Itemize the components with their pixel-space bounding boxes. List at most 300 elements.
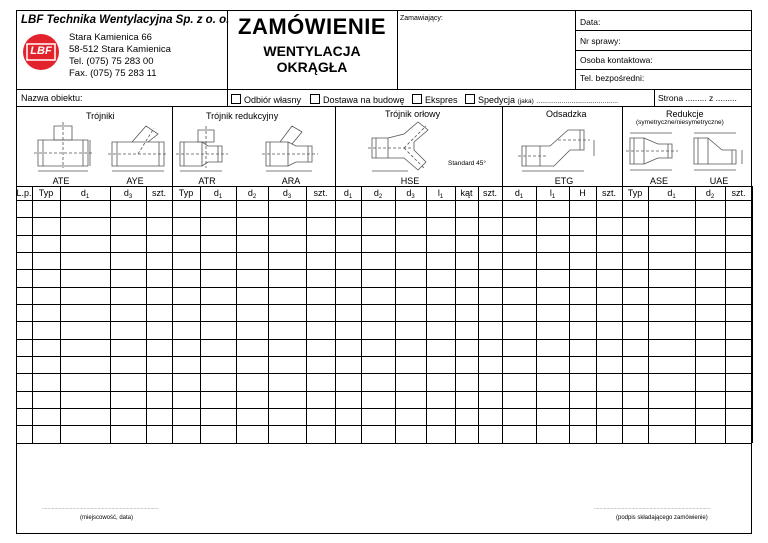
table-cell-d1-b[interactable] [201, 288, 235, 303]
table-cell-d3-b[interactable] [269, 236, 305, 251]
table-cell-d3-c[interactable] [396, 253, 425, 268]
table-cell-d2-c[interactable] [362, 236, 394, 251]
table-cell-lp[interactable] [17, 392, 31, 407]
table-cell-d1-d[interactable] [503, 357, 535, 372]
table-cell-d2-c[interactable] [362, 270, 394, 285]
table-cell-typ2[interactable] [173, 201, 199, 216]
table-cell-typ2[interactable] [173, 288, 199, 303]
table-cell-h-d[interactable] [570, 392, 595, 407]
table-cell-d1-b[interactable] [201, 236, 235, 251]
table-cell-d2-b[interactable] [237, 201, 267, 216]
table-cell-l1-c[interactable] [427, 218, 454, 233]
table-cell-d3-c[interactable] [396, 236, 425, 251]
table-cell-lp[interactable] [17, 236, 31, 251]
table-cell-d3-c[interactable] [396, 340, 425, 355]
table-cell-kat-c[interactable] [456, 357, 477, 372]
table-cell-szt-c[interactable] [479, 374, 501, 389]
table-cell-d2-c[interactable] [362, 288, 394, 303]
table-cell-d1-e[interactable] [649, 218, 694, 233]
table-cell-d2-e[interactable] [696, 409, 724, 424]
table-cell-szt-d[interactable] [597, 253, 621, 268]
table-cell-h-d[interactable] [570, 288, 595, 303]
table-cell-kat-c[interactable] [456, 392, 477, 407]
table-cell-l1-c[interactable] [427, 357, 454, 372]
table-cell-d2-e[interactable] [696, 218, 724, 233]
table-cell-d1-a[interactable] [61, 357, 109, 372]
table-cell-d2-b[interactable] [237, 288, 267, 303]
table-cell-typ1[interactable] [33, 426, 59, 441]
table-cell-d1-d[interactable] [503, 253, 535, 268]
table-cell-d3-a[interactable] [111, 340, 145, 355]
table-cell-kat-c[interactable] [456, 218, 477, 233]
table-cell-lp[interactable] [17, 426, 31, 441]
table-cell-szt-e[interactable] [726, 357, 751, 372]
table-cell-d2-c[interactable] [362, 409, 394, 424]
table-cell-typ2[interactable] [173, 236, 199, 251]
table-cell-typ2[interactable] [173, 357, 199, 372]
table-cell-szt-d[interactable] [597, 288, 621, 303]
table-cell-d2-c[interactable] [362, 340, 394, 355]
table-cell-l1-c[interactable] [427, 340, 454, 355]
table-cell-l1-c[interactable] [427, 236, 454, 251]
table-cell-l1-c[interactable] [427, 270, 454, 285]
table-cell-d2-e[interactable] [696, 374, 724, 389]
table-cell-d1-d[interactable] [503, 340, 535, 355]
table-cell-d2-c[interactable] [362, 426, 394, 441]
table-cell-d3-a[interactable] [111, 426, 145, 441]
forwarding-checkbox[interactable] [465, 94, 475, 104]
table-cell-d2-b[interactable] [237, 305, 267, 320]
table-cell-l1-c[interactable] [427, 253, 454, 268]
table-cell-d1-b[interactable] [201, 392, 235, 407]
table-cell-d1-a[interactable] [61, 305, 109, 320]
table-cell-szt-a[interactable] [147, 409, 171, 424]
table-cell-h-d[interactable] [570, 340, 595, 355]
table-cell-l1-d[interactable] [537, 426, 568, 441]
table-cell-szt-b[interactable] [307, 305, 334, 320]
table-cell-d1-b[interactable] [201, 340, 235, 355]
table-cell-d3-b[interactable] [269, 357, 305, 372]
table-cell-typ3[interactable] [623, 340, 647, 355]
table-cell-szt-a[interactable] [147, 357, 171, 372]
table-cell-szt-a[interactable] [147, 270, 171, 285]
table-cell-typ3[interactable] [623, 236, 647, 251]
table-cell-lp[interactable] [17, 322, 31, 337]
table-cell-d1-e[interactable] [649, 305, 694, 320]
table-cell-kat-c[interactable] [456, 340, 477, 355]
table-cell-d1-a[interactable] [61, 218, 109, 233]
table-cell-d3-c[interactable] [396, 201, 425, 216]
table-cell-d3-c[interactable] [396, 288, 425, 303]
table-cell-kat-c[interactable] [456, 288, 477, 303]
table-cell-h-d[interactable] [570, 218, 595, 233]
table-cell-d1-b[interactable] [201, 201, 235, 216]
table-cell-d2-e[interactable] [696, 288, 724, 303]
table-cell-l1-c[interactable] [427, 322, 454, 337]
table-cell-szt-a[interactable] [147, 426, 171, 441]
table-cell-szt-e[interactable] [726, 236, 751, 251]
table-cell-d1-d[interactable] [503, 305, 535, 320]
table-cell-lp[interactable] [17, 288, 31, 303]
table-cell-l1-c[interactable] [427, 374, 454, 389]
table-cell-d1-e[interactable] [649, 236, 694, 251]
table-cell-d1-c[interactable] [336, 426, 360, 441]
table-cell-d1-a[interactable] [61, 253, 109, 268]
table-cell-d1-b[interactable] [201, 253, 235, 268]
table-cell-typ1[interactable] [33, 340, 59, 355]
table-cell-d1-c[interactable] [336, 218, 360, 233]
table-cell-d3-a[interactable] [111, 201, 145, 216]
table-cell-szt-a[interactable] [147, 236, 171, 251]
table-cell-d1-a[interactable] [61, 409, 109, 424]
table-cell-d3-b[interactable] [269, 218, 305, 233]
table-cell-d1-d[interactable] [503, 409, 535, 424]
table-cell-d2-b[interactable] [237, 253, 267, 268]
table-cell-d2-c[interactable] [362, 305, 394, 320]
table-cell-d3-a[interactable] [111, 322, 145, 337]
table-cell-lp[interactable] [17, 253, 31, 268]
table-cell-d3-c[interactable] [396, 374, 425, 389]
table-cell-kat-c[interactable] [456, 270, 477, 285]
table-cell-lp[interactable] [17, 357, 31, 372]
table-cell-l1-d[interactable] [537, 288, 568, 303]
table-cell-kat-c[interactable] [456, 409, 477, 424]
table-cell-d1-b[interactable] [201, 426, 235, 441]
table-cell-szt-a[interactable] [147, 322, 171, 337]
table-cell-szt-d[interactable] [597, 392, 621, 407]
table-cell-d1-e[interactable] [649, 374, 694, 389]
table-cell-d2-c[interactable] [362, 322, 394, 337]
table-cell-l1-d[interactable] [537, 392, 568, 407]
table-cell-d2-b[interactable] [237, 270, 267, 285]
table-cell-szt-a[interactable] [147, 288, 171, 303]
table-cell-szt-e[interactable] [726, 374, 751, 389]
table-cell-d1-a[interactable] [61, 201, 109, 216]
table-cell-d1-b[interactable] [201, 409, 235, 424]
table-cell-l1-d[interactable] [537, 357, 568, 372]
table-cell-szt-b[interactable] [307, 392, 334, 407]
delivery-option[interactable]: Dostawa na budowę [310, 94, 405, 105]
table-cell-typ3[interactable] [623, 409, 647, 424]
table-cell-typ1[interactable] [33, 357, 59, 372]
table-cell-lp[interactable] [17, 218, 31, 233]
table-cell-h-d[interactable] [570, 305, 595, 320]
table-cell-d1-d[interactable] [503, 201, 535, 216]
table-cell-d3-b[interactable] [269, 305, 305, 320]
table-cell-d1-e[interactable] [649, 409, 694, 424]
table-cell-kat-c[interactable] [456, 322, 477, 337]
table-cell-szt-b[interactable] [307, 322, 334, 337]
table-cell-szt-a[interactable] [147, 392, 171, 407]
table-cell-szt-c[interactable] [479, 392, 501, 407]
table-cell-typ2[interactable] [173, 409, 199, 424]
table-cell-d3-b[interactable] [269, 322, 305, 337]
table-cell-d2-b[interactable] [237, 218, 267, 233]
table-cell-d1-c[interactable] [336, 270, 360, 285]
table-cell-szt-e[interactable] [726, 322, 751, 337]
table-cell-d3-b[interactable] [269, 374, 305, 389]
table-cell-lp[interactable] [17, 201, 31, 216]
table-cell-szt-e[interactable] [726, 253, 751, 268]
table-cell-szt-e[interactable] [726, 201, 751, 216]
table-cell-d1-d[interactable] [503, 236, 535, 251]
table-cell-szt-d[interactable] [597, 201, 621, 216]
orderer-field[interactable] [398, 24, 575, 88]
table-cell-szt-b[interactable] [307, 374, 334, 389]
table-cell-d1-d[interactable] [503, 426, 535, 441]
table-cell-d2-e[interactable] [696, 236, 724, 251]
pickup-checkbox[interactable] [231, 94, 241, 104]
table-cell-typ1[interactable] [33, 374, 59, 389]
table-cell-szt-d[interactable] [597, 236, 621, 251]
express-option[interactable]: Ekspres [412, 94, 458, 105]
table-cell-d2-b[interactable] [237, 426, 267, 441]
table-cell-d1-c[interactable] [336, 236, 360, 251]
table-cell-typ1[interactable] [33, 270, 59, 285]
table-cell-d3-c[interactable] [396, 305, 425, 320]
table-cell-d2-b[interactable] [237, 374, 267, 389]
table-cell-h-d[interactable] [570, 253, 595, 268]
table-cell-h-d[interactable] [570, 357, 595, 372]
table-cell-typ2[interactable] [173, 270, 199, 285]
table-cell-szt-c[interactable] [479, 409, 501, 424]
table-cell-d1-d[interactable] [503, 322, 535, 337]
table-cell-d3-a[interactable] [111, 218, 145, 233]
table-cell-d2-c[interactable] [362, 374, 394, 389]
table-cell-l1-d[interactable] [537, 374, 568, 389]
table-cell-lp[interactable] [17, 374, 31, 389]
table-cell-d1-b[interactable] [201, 322, 235, 337]
table-cell-typ1[interactable] [33, 322, 59, 337]
table-cell-typ2[interactable] [173, 218, 199, 233]
table-cell-h-d[interactable] [570, 201, 595, 216]
table-cell-lp[interactable] [17, 409, 31, 424]
table-cell-d2-e[interactable] [696, 270, 724, 285]
table-cell-h-d[interactable] [570, 236, 595, 251]
table-cell-szt-b[interactable] [307, 253, 334, 268]
table-cell-l1-c[interactable] [427, 201, 454, 216]
table-cell-d1-b[interactable] [201, 270, 235, 285]
table-cell-d3-a[interactable] [111, 236, 145, 251]
table-cell-l1-c[interactable] [427, 409, 454, 424]
table-cell-typ3[interactable] [623, 218, 647, 233]
table-cell-typ1[interactable] [33, 288, 59, 303]
table-cell-kat-c[interactable] [456, 426, 477, 441]
table-cell-d2-c[interactable] [362, 201, 394, 216]
table-cell-typ2[interactable] [173, 426, 199, 441]
table-cell-d3-b[interactable] [269, 201, 305, 216]
table-cell-szt-a[interactable] [147, 253, 171, 268]
table-cell-szt-c[interactable] [479, 270, 501, 285]
forwarding-option[interactable]: Spedycja (jaka) .......................................... [465, 94, 618, 106]
table-cell-kat-c[interactable] [456, 305, 477, 320]
table-cell-szt-d[interactable] [597, 340, 621, 355]
table-cell-d2-b[interactable] [237, 236, 267, 251]
table-cell-szt-c[interactable] [479, 305, 501, 320]
table-cell-h-d[interactable] [570, 409, 595, 424]
table-cell-d2-e[interactable] [696, 305, 724, 320]
table-cell-szt-c[interactable] [479, 236, 501, 251]
table-cell-d1-c[interactable] [336, 374, 360, 389]
table-cell-d1-c[interactable] [336, 357, 360, 372]
table-cell-d1-a[interactable] [61, 236, 109, 251]
table-cell-l1-c[interactable] [427, 392, 454, 407]
table-cell-d2-e[interactable] [696, 340, 724, 355]
table-cell-d1-d[interactable] [503, 374, 535, 389]
table-cell-d3-c[interactable] [396, 426, 425, 441]
table-cell-d1-d[interactable] [503, 288, 535, 303]
table-cell-szt-c[interactable] [479, 288, 501, 303]
table-cell-l1-c[interactable] [427, 426, 454, 441]
table-cell-d3-b[interactable] [269, 288, 305, 303]
table-cell-d1-d[interactable] [503, 270, 535, 285]
table-cell-kat-c[interactable] [456, 253, 477, 268]
table-cell-l1-d[interactable] [537, 270, 568, 285]
table-cell-d2-e[interactable] [696, 201, 724, 216]
table-cell-l1-d[interactable] [537, 218, 568, 233]
table-cell-d1-b[interactable] [201, 305, 235, 320]
table-cell-l1-c[interactable] [427, 288, 454, 303]
table-cell-typ3[interactable] [623, 392, 647, 407]
table-cell-d1-a[interactable] [61, 392, 109, 407]
pickup-option[interactable]: Odbiór własny [231, 94, 301, 105]
table-cell-lp[interactable] [17, 305, 31, 320]
table-cell-d1-c[interactable] [336, 322, 360, 337]
table-cell-d1-e[interactable] [649, 357, 694, 372]
table-cell-kat-c[interactable] [456, 236, 477, 251]
table-cell-szt-e[interactable] [726, 288, 751, 303]
table-cell-typ3[interactable] [623, 374, 647, 389]
table-cell-szt-b[interactable] [307, 357, 334, 372]
table-cell-l1-d[interactable] [537, 236, 568, 251]
table-cell-d1-e[interactable] [649, 340, 694, 355]
table-cell-d1-c[interactable] [336, 305, 360, 320]
table-cell-d3-a[interactable] [111, 305, 145, 320]
table-cell-typ2[interactable] [173, 340, 199, 355]
table-cell-d3-b[interactable] [269, 426, 305, 441]
table-cell-d1-e[interactable] [649, 253, 694, 268]
table-cell-typ2[interactable] [173, 374, 199, 389]
table-cell-d2-b[interactable] [237, 392, 267, 407]
table-cell-d3-c[interactable] [396, 322, 425, 337]
table-cell-d3-a[interactable] [111, 357, 145, 372]
table-cell-d2-c[interactable] [362, 253, 394, 268]
table-cell-typ3[interactable] [623, 288, 647, 303]
table-cell-typ2[interactable] [173, 305, 199, 320]
table-cell-l1-c[interactable] [427, 305, 454, 320]
table-cell-szt-d[interactable] [597, 409, 621, 424]
table-cell-d1-c[interactable] [336, 201, 360, 216]
table-cell-d1-c[interactable] [336, 253, 360, 268]
table-cell-typ3[interactable] [623, 322, 647, 337]
table-cell-typ2[interactable] [173, 253, 199, 268]
table-cell-d3-c[interactable] [396, 357, 425, 372]
table-cell-d1-c[interactable] [336, 392, 360, 407]
table-cell-szt-c[interactable] [479, 340, 501, 355]
table-cell-d1-b[interactable] [201, 218, 235, 233]
table-cell-h-d[interactable] [570, 270, 595, 285]
table-cell-h-d[interactable] [570, 322, 595, 337]
table-cell-d3-a[interactable] [111, 288, 145, 303]
table-cell-l1-d[interactable] [537, 340, 568, 355]
table-cell-d3-b[interactable] [269, 392, 305, 407]
table-cell-d2-c[interactable] [362, 392, 394, 407]
table-cell-l1-d[interactable] [537, 305, 568, 320]
table-cell-szt-c[interactable] [479, 426, 501, 441]
table-cell-szt-d[interactable] [597, 218, 621, 233]
table-cell-d1-e[interactable] [649, 201, 694, 216]
table-cell-d1-b[interactable] [201, 374, 235, 389]
table-cell-d1-e[interactable] [649, 322, 694, 337]
table-cell-szt-e[interactable] [726, 409, 751, 424]
table-cell-d1-e[interactable] [649, 288, 694, 303]
table-cell-typ3[interactable] [623, 270, 647, 285]
table-cell-d3-a[interactable] [111, 270, 145, 285]
table-cell-d3-c[interactable] [396, 392, 425, 407]
table-cell-kat-c[interactable] [456, 374, 477, 389]
table-cell-d3-a[interactable] [111, 374, 145, 389]
table-cell-d1-a[interactable] [61, 322, 109, 337]
table-cell-typ3[interactable] [623, 253, 647, 268]
table-cell-d1-c[interactable] [336, 288, 360, 303]
table-cell-d3-c[interactable] [396, 409, 425, 424]
table-cell-szt-d[interactable] [597, 305, 621, 320]
table-cell-typ2[interactable] [173, 322, 199, 337]
table-cell-lp[interactable] [17, 340, 31, 355]
table-cell-d2-e[interactable] [696, 357, 724, 372]
table-cell-l1-d[interactable] [537, 253, 568, 268]
table-cell-typ3[interactable] [623, 357, 647, 372]
table-cell-typ1[interactable] [33, 253, 59, 268]
table-cell-typ1[interactable] [33, 392, 59, 407]
table-cell-szt-e[interactable] [726, 305, 751, 320]
table-cell-typ3[interactable] [623, 201, 647, 216]
table-cell-d2-b[interactable] [237, 322, 267, 337]
table-cell-szt-c[interactable] [479, 322, 501, 337]
table-cell-d3-b[interactable] [269, 253, 305, 268]
table-cell-szt-e[interactable] [726, 392, 751, 407]
table-cell-szt-b[interactable] [307, 201, 334, 216]
table-cell-typ1[interactable] [33, 201, 59, 216]
table-cell-d1-a[interactable] [61, 340, 109, 355]
table-cell-typ3[interactable] [623, 426, 647, 441]
table-cell-szt-d[interactable] [597, 374, 621, 389]
table-cell-d1-a[interactable] [61, 426, 109, 441]
table-cell-d3-a[interactable] [111, 409, 145, 424]
table-cell-d2-b[interactable] [237, 340, 267, 355]
table-cell-lp[interactable] [17, 270, 31, 285]
table-cell-d2-c[interactable] [362, 357, 394, 372]
table-cell-kat-c[interactable] [456, 201, 477, 216]
table-cell-szt-a[interactable] [147, 218, 171, 233]
table-cell-l1-d[interactable] [537, 322, 568, 337]
table-cell-typ1[interactable] [33, 305, 59, 320]
table-cell-d3-a[interactable] [111, 392, 145, 407]
table-cell-szt-a[interactable] [147, 340, 171, 355]
table-cell-szt-d[interactable] [597, 357, 621, 372]
table-cell-d2-e[interactable] [696, 253, 724, 268]
table-cell-l1-d[interactable] [537, 409, 568, 424]
table-cell-d1-d[interactable] [503, 392, 535, 407]
table-cell-d3-a[interactable] [111, 253, 145, 268]
table-cell-d1-e[interactable] [649, 426, 694, 441]
table-cell-typ3[interactable] [623, 305, 647, 320]
table-cell-szt-c[interactable] [479, 218, 501, 233]
table-cell-d1-d[interactable] [503, 218, 535, 233]
delivery-checkbox[interactable] [310, 94, 320, 104]
table-cell-szt-c[interactable] [479, 253, 501, 268]
table-cell-szt-d[interactable] [597, 270, 621, 285]
